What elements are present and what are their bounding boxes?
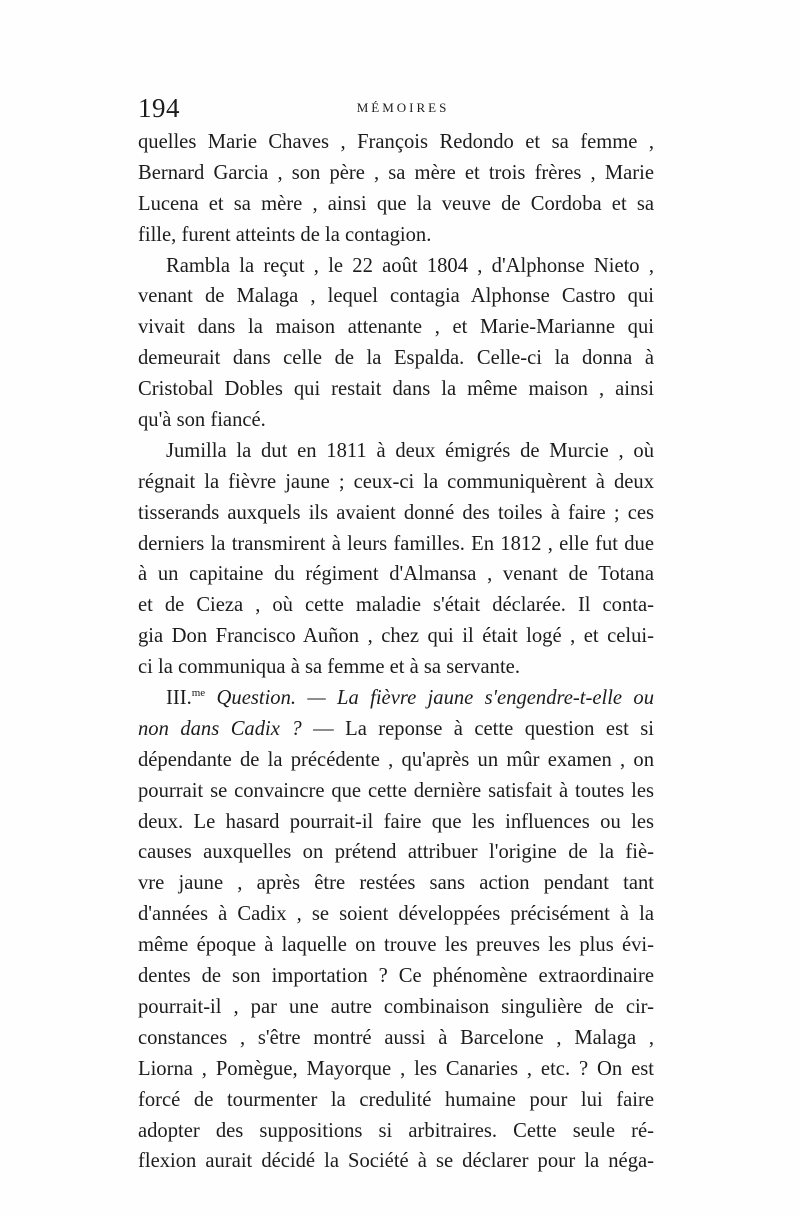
- running-head: MÉMOIRES: [356, 100, 450, 115]
- question-label: Question.: [216, 687, 297, 710]
- text-line: Cristobal Dobles qui restait dans la même maison , ainsi: [138, 378, 654, 401]
- text-line: même époque à laquelle on trouve les preuves les plus évi-: [138, 934, 654, 957]
- text-line: demeurait dans celle de la Espalda. Celle-ci la donna à: [138, 347, 654, 370]
- text-line: Jumilla la dut en 1811 à deux émigrés de Murcie , où: [166, 439, 654, 462]
- text-line: forcé de tourmenter la credulité humaine pour lui faire: [138, 1088, 654, 1111]
- body-text: [138, 127, 654, 1177]
- text-line: à un capitaine du régiment d'Almansa , venant de Totana: [138, 563, 654, 586]
- text-line: adopter des suppositions si arbitraires. Cette seule ré-: [138, 1119, 654, 1142]
- text-line: Lucena et sa mère , ainsi que la veuve de Cordoba et sa: [138, 192, 654, 215]
- page-header: [138, 90, 668, 126]
- text-line: Bernard Garcia , son père , sa mère et trois frères , Marie: [138, 161, 654, 184]
- question-title-cont: non dans Cadix ?: [138, 717, 302, 740]
- question-continuation-line: [138, 714, 654, 745]
- page-number: 194: [138, 93, 180, 123]
- text-line: gia Don Francisco Auñon , chez qui il était logé , et celui-: [138, 625, 654, 648]
- text-line: venant de Malaga , lequel contagia Alphonse Castro qui: [138, 285, 654, 308]
- text-line: constances , s'être montré aussi à Barcelone , Malaga ,: [138, 1026, 654, 1049]
- question-answer-start: — La reponse à cette question est si: [313, 717, 654, 740]
- text-line: deux. Le hasard pourrait-il faire que les influences ou les: [138, 810, 654, 833]
- text-line: régnait la fièvre jaune ; ceux-ci la communiquèrent à deux: [138, 470, 654, 493]
- question-title: — La fièvre jaune s'engendre-t-elle ou: [307, 687, 654, 710]
- text-line: Liorna , Pomègue, Mayorque , les Canaries , etc. ? On est: [138, 1057, 654, 1080]
- text-line: vre jaune , après être restées sans action pendant tant: [138, 872, 654, 895]
- text-line: Rambla la reçut , le 22 août 1804 , d'Alphonse Nieto ,: [166, 254, 654, 277]
- text-line: ci la communiqua à sa femme et à sa servante.: [138, 656, 520, 679]
- text-line: pourrait se convaincre que cette dernière satisfait à toutes les: [138, 779, 654, 802]
- text-line: flexion aurait décidé la Société à se déclarer pour la néga-: [138, 1150, 654, 1173]
- text-line: d'années à Cadix , se soient développées précisément à la: [138, 903, 654, 926]
- text-line: causes auxquelles on prétend attribuer l'origine de la fiè-: [138, 841, 654, 864]
- text-line: dentes de son importation ? Ce phénomène extraordinaire: [138, 965, 654, 988]
- text-line: dépendante de la précédente , qu'après un mûr examen , on: [138, 748, 654, 771]
- text-line: qu'à son fiancé.: [138, 409, 266, 432]
- text-line: quelles Marie Chaves , François Redondo et sa femme ,: [138, 131, 654, 153]
- text-line: vivait dans la maison attenante , et Marie-Marianne qui: [138, 316, 654, 339]
- question-numeral-sup: me: [191, 687, 206, 700]
- text-line: derniers la transmirent à leurs familles. En 1812 , elle fut due: [138, 532, 654, 555]
- question-numeral: III.: [166, 687, 192, 710]
- question-heading-line: [138, 683, 654, 714]
- text-line: pourrait-il , par une autre combinaison singulière de cir-: [138, 995, 654, 1018]
- text-line: et de Cieza , où cette maladie s'était déclarée. Il conta-: [138, 594, 654, 617]
- text-line: tisserands auxquels ils avaient donné des toiles à faire ; ces: [138, 501, 654, 524]
- text-line: fille, furent atteints de la contagion.: [138, 223, 432, 246]
